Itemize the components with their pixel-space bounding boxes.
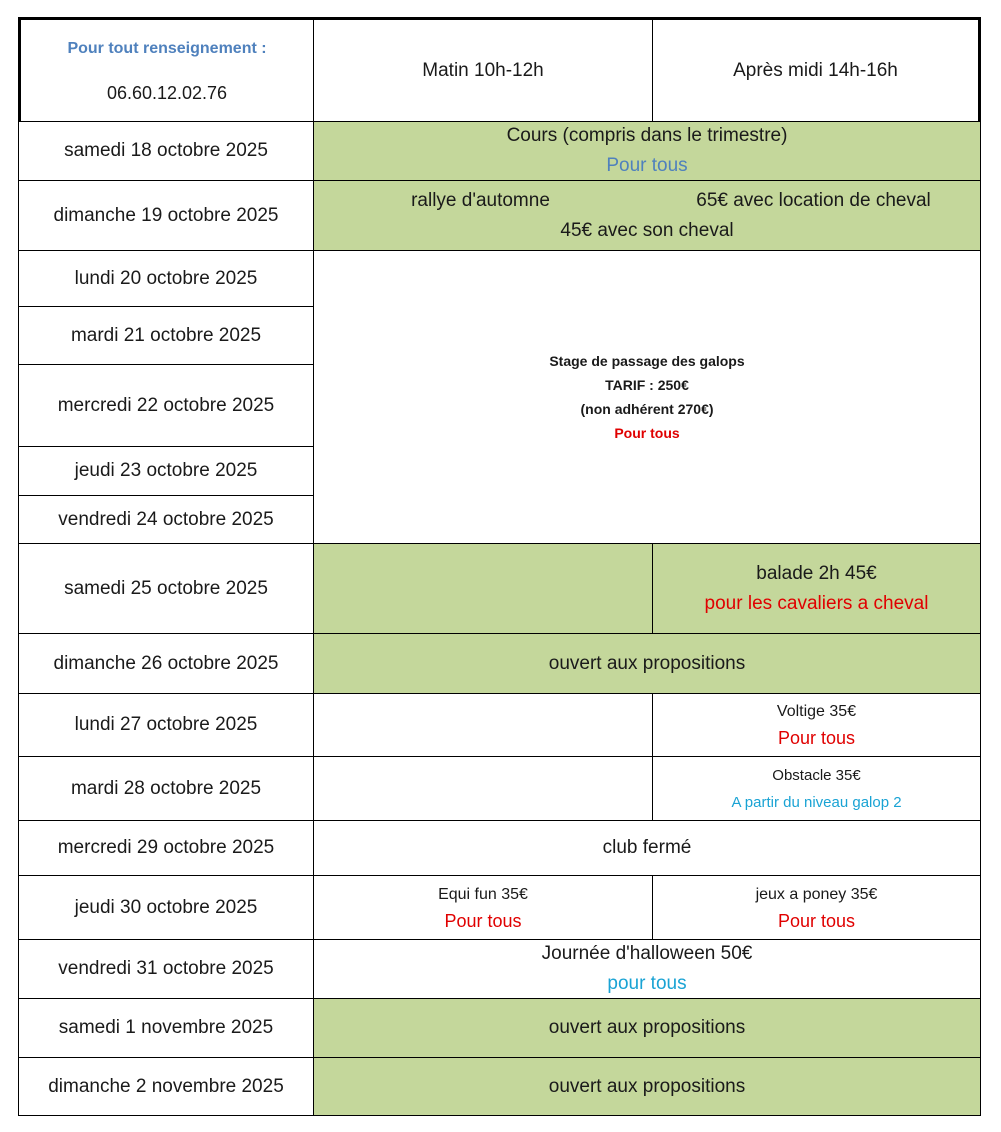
stage-non-adherent: (non adhérent 270€)	[580, 401, 714, 417]
contact-cell	[18, 17, 314, 122]
contact-phone: 06.60.12.02.76	[106, 82, 228, 103]
activity-cell	[652, 875, 981, 940]
date-cell: lundi 27 octobre 2025	[18, 693, 314, 757]
stage-title: Stage de passage des galops	[549, 353, 745, 369]
empty-cell	[313, 756, 653, 821]
activity-cell	[313, 121, 981, 181]
header-morning: Matin 10h-12h	[313, 17, 653, 122]
date-cell: dimanche 2 novembre 2025	[18, 1057, 314, 1116]
date-cell: jeudi 23 octobre 2025	[18, 446, 314, 496]
date-cell: samedi 25 octobre 2025	[18, 543, 314, 634]
empty-cell	[313, 543, 653, 634]
activity-label: Equi fun 35€	[438, 885, 528, 903]
activity-cell	[313, 939, 981, 999]
activity-cell: club fermé	[313, 820, 981, 876]
activity-label: Cours (compris dans le trimestre)	[506, 125, 788, 146]
activity-label: jeux a poney 35€	[755, 885, 878, 903]
activity-cell	[652, 756, 981, 821]
activity-label: Journée d'halloween 50€	[541, 943, 753, 964]
schedule-table	[18, 17, 981, 1116]
date-cell: vendredi 24 octobre 2025	[18, 495, 314, 544]
audience-label: Pour tous	[777, 910, 856, 931]
date-cell: mardi 21 octobre 2025	[18, 306, 314, 365]
audience-label: pour tous	[607, 973, 687, 994]
price-label: 45€ avec son cheval	[560, 219, 734, 241]
date-cell: mercredi 29 octobre 2025	[18, 820, 314, 876]
audience-label: Pour tous	[777, 728, 856, 748]
activity-cell: ouvert aux propositions	[313, 633, 981, 694]
empty-cell	[313, 693, 653, 757]
activity-label: balade 2h 45€	[756, 562, 877, 584]
activity-label: Obstacle 35€	[772, 766, 861, 784]
activity-label: rallye d'automne	[411, 189, 550, 211]
stage-tarif: TARIF : 250€	[605, 377, 689, 393]
activity-cell	[313, 180, 981, 251]
activity-cell	[652, 543, 981, 634]
date-cell: samedi 1 novembre 2025	[18, 998, 314, 1058]
date-cell: dimanche 26 octobre 2025	[18, 633, 314, 694]
activity-cell: ouvert aux propositions	[313, 1057, 981, 1116]
audience-label: Pour tous	[614, 425, 680, 441]
contact-title: Pour tout renseignement :	[67, 39, 267, 57]
date-cell: jeudi 30 octobre 2025	[18, 875, 314, 940]
date-cell: vendredi 31 octobre 2025	[18, 939, 314, 999]
price-label: 65€ avec location de cheval	[696, 189, 931, 211]
date-cell: lundi 20 octobre 2025	[18, 250, 314, 307]
activity-cell	[313, 875, 653, 940]
stage-cell	[313, 250, 981, 544]
date-cell: mercredi 22 octobre 2025	[18, 364, 314, 447]
activity-label: Voltige 35€	[776, 703, 857, 720]
date-cell: dimanche 19 octobre 2025	[18, 180, 314, 251]
audience-label: A partir du niveau galop 2	[731, 793, 902, 811]
activity-cell: ouvert aux propositions	[313, 998, 981, 1058]
date-cell: mardi 28 octobre 2025	[18, 756, 314, 821]
activity-cell	[652, 693, 981, 757]
date-cell: samedi 18 octobre 2025	[18, 121, 314, 181]
audience-label: pour les cavaliers a cheval	[704, 592, 929, 614]
audience-label: Pour tous	[444, 910, 522, 931]
audience-label: Pour tous	[606, 155, 688, 176]
header-afternoon: Après midi 14h-16h	[652, 17, 981, 122]
